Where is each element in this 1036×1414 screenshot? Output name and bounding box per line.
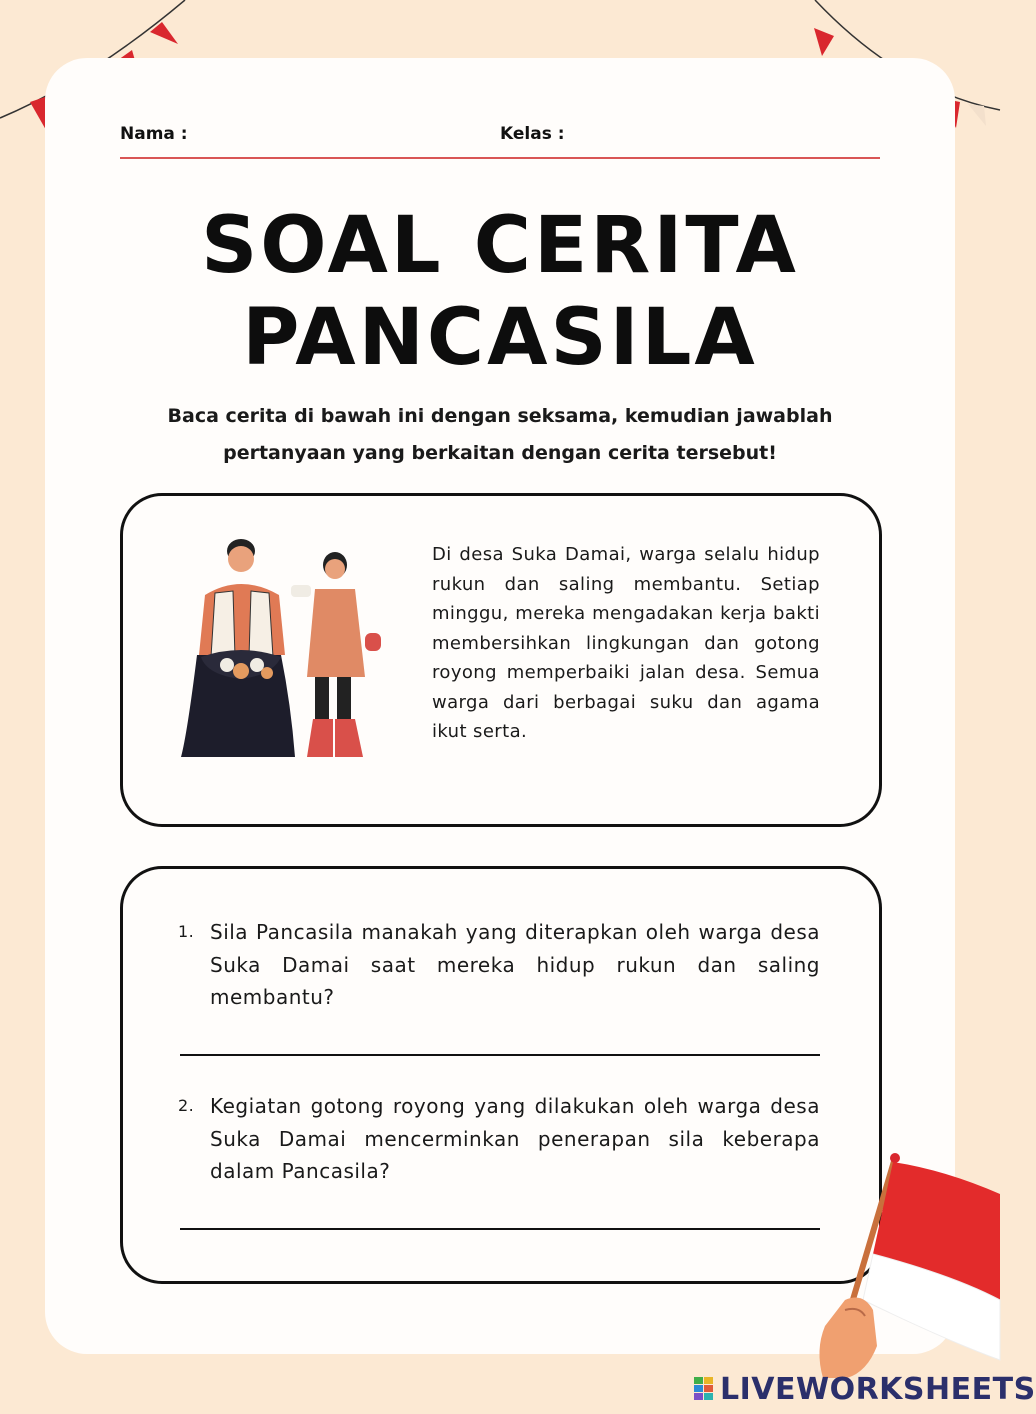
liveworksheets-logo xyxy=(694,1372,1036,1406)
liveworksheets-logo-text: LIVEWORKSHEETS xyxy=(720,1371,1036,1407)
liveworksheets-logo-icon xyxy=(694,1377,714,1401)
instructions-line2: pertanyaan yang berkaitan dengan cerita tersebut! xyxy=(223,442,777,464)
name-label: Nama : xyxy=(120,124,188,144)
question-number: 1. xyxy=(178,922,195,941)
class-label: Kelas : xyxy=(500,124,565,144)
question-1 xyxy=(178,916,820,1014)
indonesian-flag-illustration xyxy=(815,1150,1000,1380)
header-divider xyxy=(120,157,880,159)
page-title-line1: SOAL CERITA xyxy=(201,201,799,291)
page-title-line2: PANCASILA xyxy=(242,293,758,383)
story-text: Di desa Suka Damai, warga selalu hidup rukun dan saling membantu. Setiap minggu, mereka mengadakan kerja bakti membersihkan lingkungan dan gotong royong memperbaiki jalan desa. Semua warga dari berbagai suku dan agama ikut serta. xyxy=(432,544,820,742)
instructions xyxy=(130,398,870,472)
question-text: Sila Pancasila manakah yang diterapkan oleh warga desa Suka Damai saat mereka hidup rukun dan saling membantu? xyxy=(210,920,820,1009)
instructions-line1: Baca cerita di bawah ini dengan seksama, kemudian jawablah xyxy=(167,405,833,427)
answer-line-2[interactable] xyxy=(180,1228,820,1230)
question-number: 2. xyxy=(178,1096,195,1115)
volunteers-illustration xyxy=(175,535,400,765)
answer-line-1[interactable] xyxy=(180,1054,820,1056)
question-text: Kegiatan gotong royong yang dilakukan oleh warga desa Suka Damai mencerminkan penerapan sila keberapa dalam Pancasila? xyxy=(210,1094,820,1183)
question-2 xyxy=(178,1090,820,1188)
